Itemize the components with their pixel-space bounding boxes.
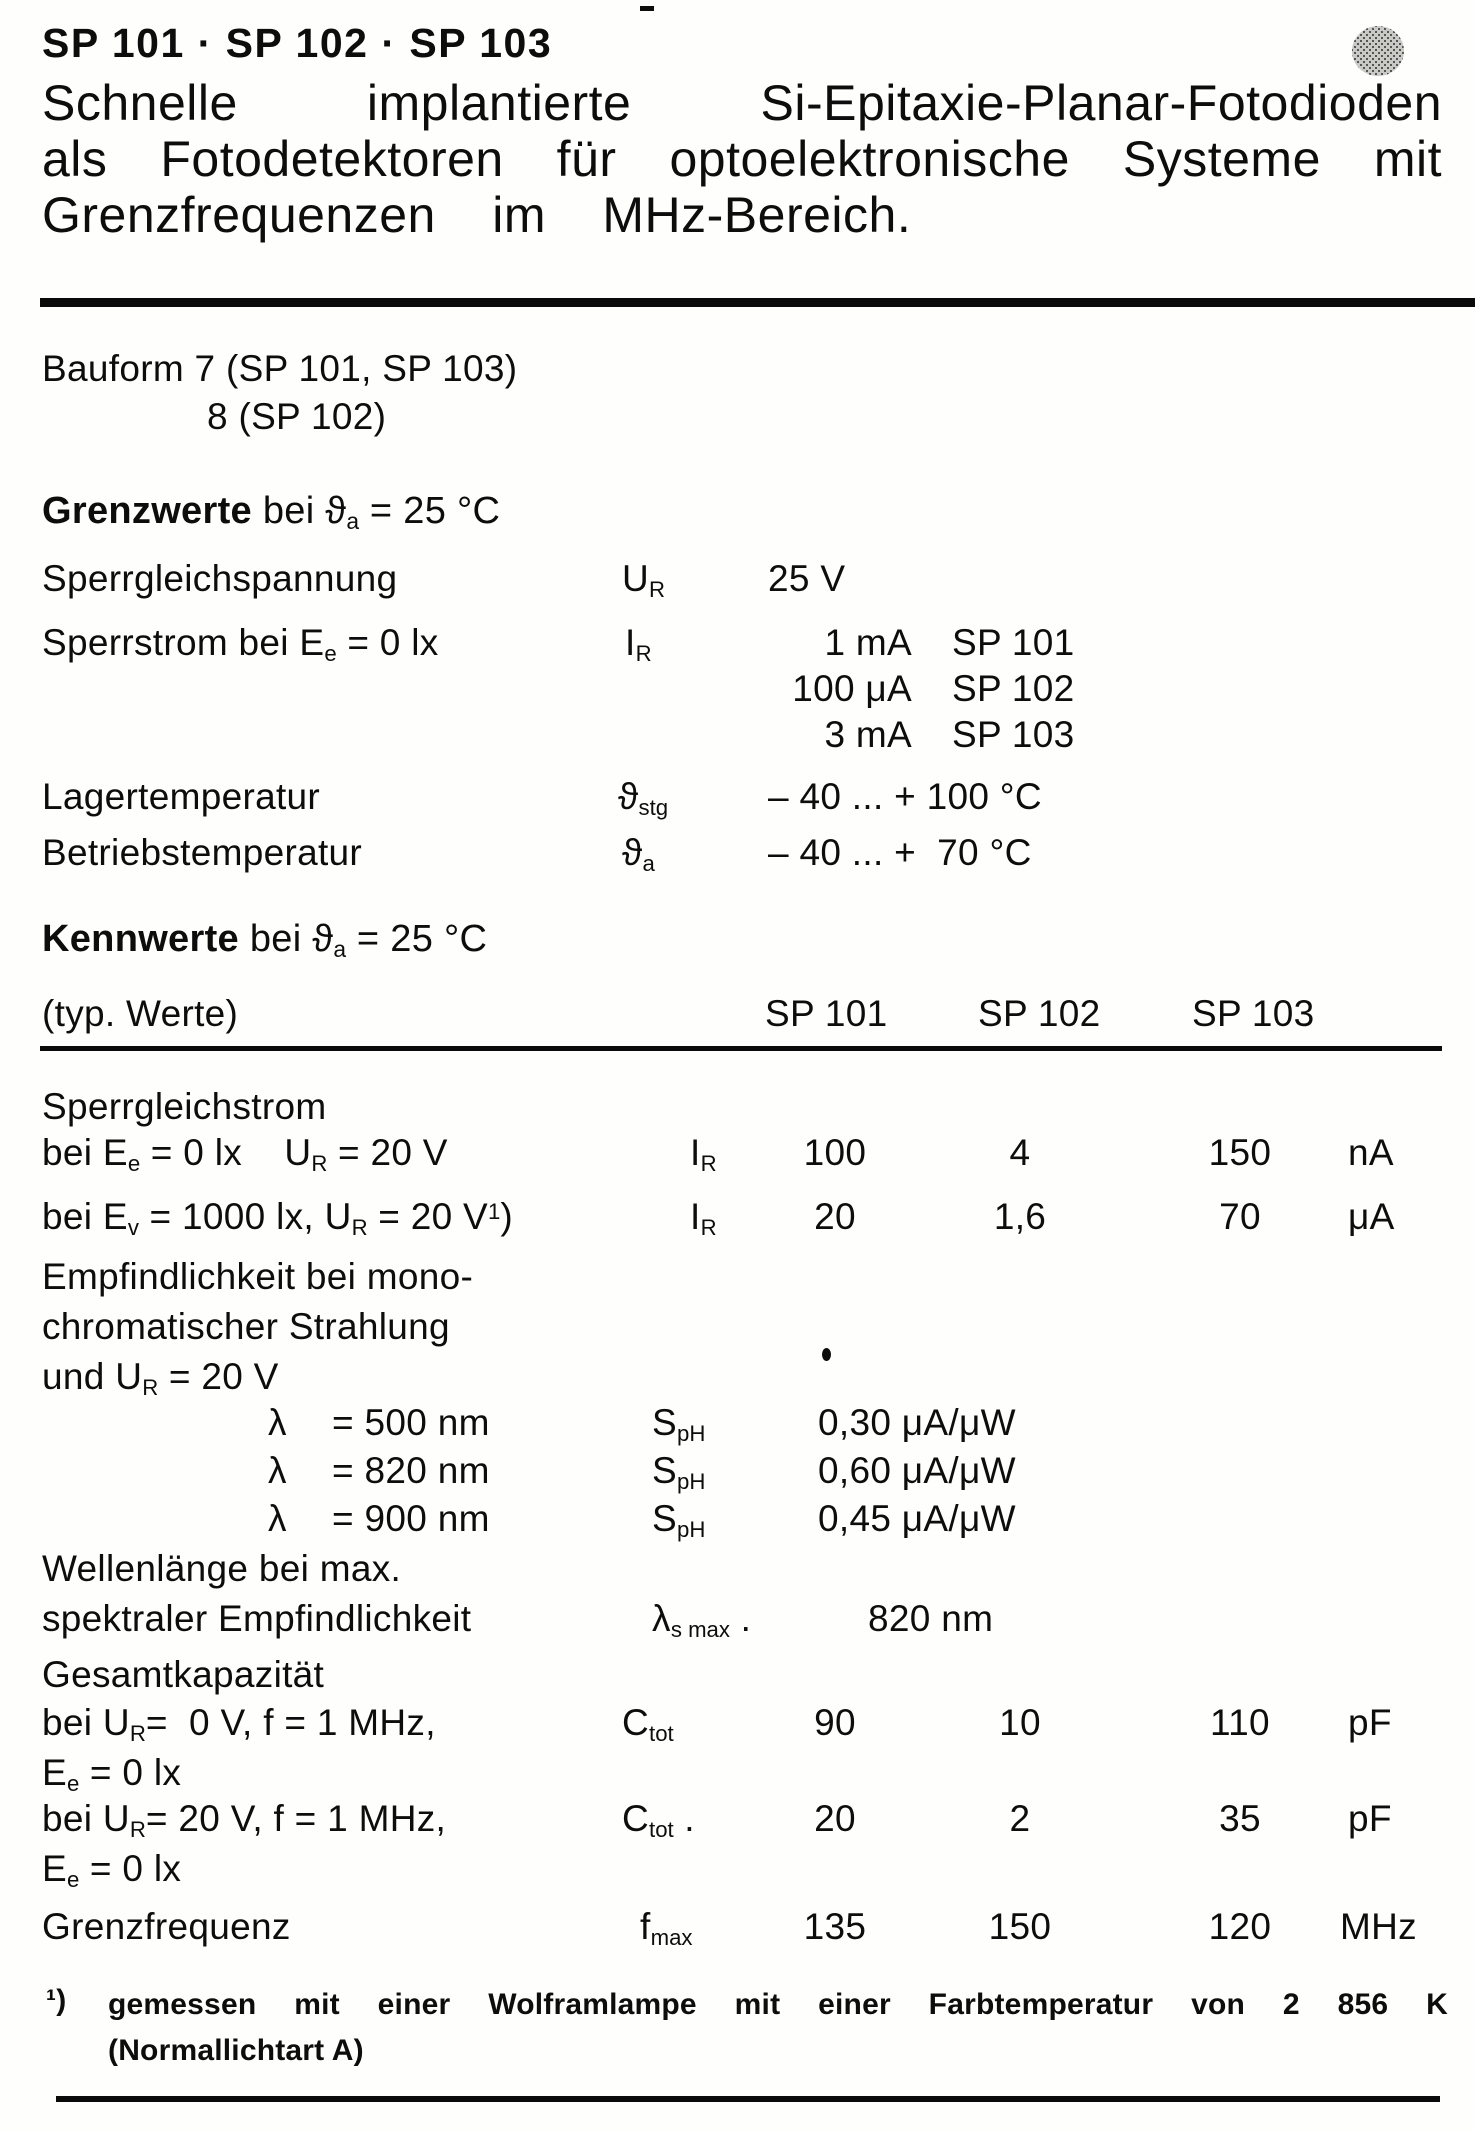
cond-ctot-2: $E_e = 0$ lx bbox=[42, 1848, 182, 1893]
symbol-sph-1: $S_{pH}$ bbox=[652, 1402, 706, 1447]
kennwerte-heading bbox=[42, 918, 487, 962]
unit-ctot1: pF bbox=[1348, 1702, 1392, 1743]
value-ir-sp102: 100 μA bbox=[792, 668, 912, 709]
symbol-ir-light: $I_R$ bbox=[690, 1196, 717, 1241]
row-label-ctot-20v: bei $U_R= 20$ V, f = 1 MHz, bbox=[42, 1798, 447, 1843]
grenzwerte-heading-bold: Grenzwerte bbox=[42, 490, 252, 532]
column-header-sp103: SP 103 bbox=[1192, 993, 1315, 1034]
device-sp102: SP 102 bbox=[952, 668, 1075, 709]
empfindlichkeit-line-2: chromatischer Strahlung bbox=[42, 1306, 450, 1347]
value-ur: 25 V bbox=[768, 558, 846, 599]
scan-artifact-dash bbox=[640, 6, 654, 11]
value-fmax-sp103: 120 bbox=[1208, 1906, 1272, 1947]
page-title: SP 101 · SP 102 · SP 103 bbox=[42, 20, 553, 66]
subtitle-line-2: als Fotodetektoren für optoelektronische Systeme mit bbox=[42, 131, 1442, 187]
symbol-ctot-2: $C_{tot}$ . bbox=[622, 1798, 695, 1843]
value-ctot1-sp103: 110 bbox=[1210, 1702, 1270, 1743]
unit-fmax: MHz bbox=[1340, 1906, 1417, 1947]
kennwerte-heading-bold: Kennwerte bbox=[42, 918, 239, 960]
row-label-sperrgleichspannung: Sperrgleichspannung bbox=[42, 558, 398, 599]
grenzwerte-heading bbox=[42, 490, 500, 534]
column-header-sp102: SP 102 bbox=[978, 993, 1101, 1034]
cond-ctot-1: $E_e = 0$ lx bbox=[42, 1752, 182, 1797]
value-ctot2-sp103: 35 bbox=[1219, 1798, 1261, 1839]
value-fmax-sp102: 150 bbox=[988, 1906, 1052, 1947]
kennwerte-heading-condition: bei $ϑ_a = 25$ °C bbox=[238, 918, 488, 963]
value-lagertemperatur: – 40 ... + 100 °C bbox=[768, 776, 1042, 817]
section-title-sperrgleichstrom: Sperrgleichstrom bbox=[42, 1086, 327, 1127]
footnote-line-2: (Normallichtart A) bbox=[108, 2034, 364, 2067]
value-light-sp101: 20 bbox=[814, 1196, 856, 1237]
unit-dark: nA bbox=[1348, 1132, 1394, 1173]
row-label-betriebstemperatur: Betriebstemperatur bbox=[42, 832, 363, 873]
symbol-ctot-1: $C_{tot}$ bbox=[622, 1702, 674, 1747]
value-ctot1-sp101: 90 bbox=[814, 1702, 856, 1743]
value-sph-2: 0,60 μA/μW bbox=[818, 1450, 1016, 1491]
symbol-ir-dark: $I_R$ bbox=[690, 1132, 717, 1177]
footnote-line-1: gemessen mit einer Wolframlampe mit einer Farbtemperatur von 2 856 K bbox=[108, 1988, 1448, 2021]
row-label-lagertemperatur: Lagertemperatur bbox=[42, 776, 321, 817]
value-sph-1: 0,30 μA/μW bbox=[818, 1402, 1016, 1443]
lambda-2: λ bbox=[268, 1450, 287, 1491]
typ-werte-label: (typ. Werte) bbox=[42, 993, 239, 1034]
column-header-sp101: SP 101 bbox=[765, 993, 888, 1034]
value-dark-sp102: 4 bbox=[1009, 1132, 1031, 1173]
wellenlaenge-line-1: Wellenlänge bei max. bbox=[42, 1548, 402, 1589]
value-light-sp103: 70 bbox=[1219, 1196, 1261, 1237]
value-dark-sp101: 100 bbox=[803, 1132, 867, 1173]
value-dark-sp103: 150 bbox=[1208, 1132, 1272, 1173]
device-sp101: SP 101 bbox=[952, 622, 1075, 663]
value-fmax-sp101: 135 bbox=[803, 1906, 867, 1947]
row-label-hellstrom: bei $E_v = 1000$ lx, $U_R = 20$ $V^1$) bbox=[42, 1196, 513, 1241]
table-header-rule bbox=[40, 1046, 1442, 1051]
lambda-3-cond: = 900 nm bbox=[332, 1498, 490, 1539]
symbol-sph-2: $S_{pH}$ bbox=[652, 1450, 706, 1495]
value-betriebstemperatur: – 40 ... + 70 °C bbox=[768, 832, 1032, 873]
symbol-theta-a: $ϑ_a$ bbox=[622, 832, 655, 877]
wellenlaenge-line-2: spektraler Empfindlichkeit bbox=[42, 1598, 472, 1639]
lambda-1-cond: = 500 nm bbox=[332, 1402, 490, 1443]
value-ctot2-sp101: 20 bbox=[814, 1798, 856, 1839]
value-ir-sp101: 1 mA bbox=[824, 622, 912, 663]
lambda-3: λ bbox=[268, 1498, 287, 1539]
symbol-lambda-s-max: $\lambda_{s max}$ . bbox=[652, 1598, 752, 1643]
section-title-gesamtkapazitaet: Gesamtkapazität bbox=[42, 1654, 325, 1695]
value-lambda-s-max: 820 nm bbox=[868, 1598, 994, 1639]
bauform-line-2: 8 (SP 102) bbox=[207, 396, 387, 437]
symbol-ur: $U_R$ bbox=[622, 558, 666, 603]
header-rule bbox=[40, 298, 1475, 307]
footnote-marker: ¹) bbox=[46, 1984, 67, 2017]
unit-light: μA bbox=[1348, 1196, 1395, 1237]
symbol-theta-stg: $ϑ_{stg}$ bbox=[618, 776, 669, 821]
row-label-sperrstrom: Sperrstrom bei $E_e = 0$ lx bbox=[42, 622, 439, 667]
empfindlichkeit-line-1: Empfindlichkeit bei mono- bbox=[42, 1256, 474, 1297]
row-label-ctot-0v: bei $U_R= 0$ V, f = 1 MHz, bbox=[42, 1702, 436, 1747]
bauform-line-1: Bauform 7 (SP 101, SP 103) bbox=[42, 348, 518, 389]
symbol-sph-3: $S_{pH}$ bbox=[652, 1498, 706, 1543]
lambda-1: λ bbox=[268, 1402, 287, 1443]
row-label-dunkelstrom: bei $E_e = 0$ lx $U_R = 20$ V bbox=[42, 1132, 448, 1177]
subtitle-line-1: Schnelle implantierte Si-Epitaxie-Planar-Fotodioden bbox=[42, 75, 1442, 131]
subtitle-line-3: Grenzfrequenzen im MHz-Bereich. bbox=[42, 187, 912, 243]
empfindlichkeit-line-3: und $U_R = 20$ V bbox=[42, 1356, 279, 1401]
footer-rule bbox=[56, 2096, 1440, 2102]
value-ctot1-sp102: 10 bbox=[999, 1702, 1041, 1743]
row-label-grenzfrequenz: Grenzfrequenz bbox=[42, 1906, 291, 1947]
symbol-ir: $I_R$ bbox=[625, 622, 652, 667]
value-light-sp102: 1,6 bbox=[993, 1196, 1047, 1237]
device-sp103: SP 103 bbox=[952, 714, 1075, 755]
value-sph-3: 0,45 μA/μW bbox=[818, 1498, 1016, 1539]
unit-ctot2: pF bbox=[1348, 1798, 1392, 1839]
grenzwerte-heading-condition: bei $ϑ_a = 25$ °C bbox=[251, 490, 501, 535]
value-ctot2-sp102: 2 bbox=[1009, 1798, 1031, 1839]
halftone-dot bbox=[1352, 26, 1404, 76]
lambda-2-cond: = 820 nm bbox=[332, 1450, 490, 1491]
symbol-fmax: $f_{max}$ bbox=[640, 1906, 693, 1951]
scan-artifact-dot bbox=[822, 1348, 831, 1361]
value-ir-sp103: 3 mA bbox=[824, 714, 912, 755]
